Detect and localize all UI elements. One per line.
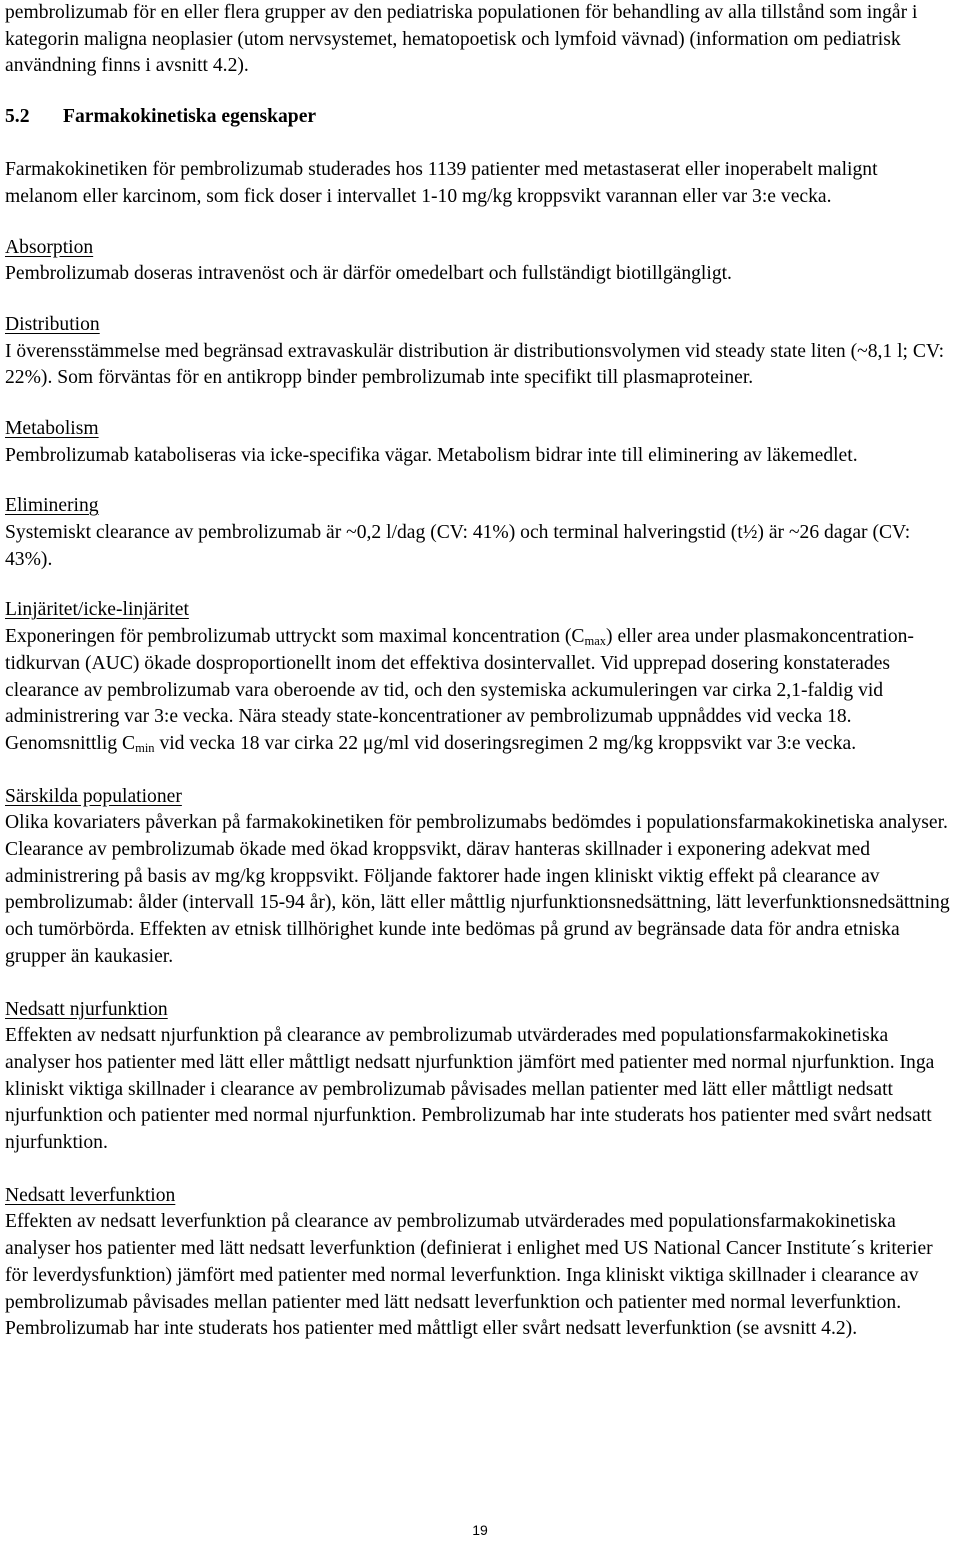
hepatic-heading: Nedsatt leverfunktion	[5, 1184, 176, 1206]
absorption-block	[5, 235, 955, 288]
elimination-text: Systemiskt clearance av pembrolizumab är ~0,2 l/dag (CV: 41%) och terminal halveringstid (t½) är ~26 dagar (CV: 43%).	[5, 522, 911, 570]
linearity-text	[5, 624, 955, 758]
linearity-heading: Linjäritet/icke-linjäritet	[5, 599, 189, 621]
metabolism-text: Pembrolizumab kataboliseras via icke-specifika vägar. Metabolism bidrar inte till eliminering av läkemedlet.	[5, 444, 858, 466]
page-number: 19	[472, 1522, 488, 1538]
document-page	[5, 0, 955, 1343]
linearity-text-part-1: Exponeringen för pembrolizumab uttryckt som maximal koncentration (C	[5, 626, 585, 648]
absorption-text: Pembrolizumab doseras intravenöst och är därför omedelbart och fullständigt biotillgängligt.	[5, 263, 732, 285]
linearity-block	[5, 597, 955, 757]
section-summary: Farmakokinetiken för pembrolizumab studerades hos 1139 patienter med metastaserat eller inoperabelt malignt melanom eller karcinom, som fick doser i intervallet 1-10 mg/kg kroppsvikt varannan eller var 3:e vecka.	[5, 159, 878, 207]
hepatic-block	[5, 1183, 955, 1343]
special-populations-text: Olika kovariaters påverkan på farmakokinetiken för pembrolizumabs bedömdes i populationsfarmakokinetiska analyser. Clearance av pembrolizumab ökade med ökad kroppsvikt, därav hanteras skillnader i exponering adekvat med administrering på basis av mg/kg kroppsvikt. Följande faktorer hade ingen kliniskt viktig effekt på clearance av pembrolizumab: ålder (intervall 15-94 år), kön, lätt eller måttlig njurfunktionsnedsättning, lätt leverfunktionsnedsättning och tumörbörda. Effekten av etnisk tillhörighet kunde inte bedömas på grund av begränsade data för andra etniska grupper än kaukasier.	[5, 812, 950, 967]
renal-text: Effekten av nedsatt njurfunktion på clearance av pembrolizumab utvärderades med populationsfarmakokinetiska analyser hos patienter med lätt eller måttligt nedsatt njurfunktion jämfört med patienter med normal njurfunktion. Inga kliniskt viktiga skillnader i clearance av pembrolizumab påvisades mellan patienter med lätt eller måttligt nedsatt njurfunktion och patienter med normal njurfunktion. Pembrolizumab har inte studerats hos patienter med svårt nedsatt njurfunktion.	[5, 1025, 935, 1154]
intro-paragraph: pembrolizumab för en eller flera grupper av den pediatriska populationen för behandling av alla tillstånd som ingår i kategorin maligna neoplasier (utom nervsystemet, hematopoetisk och lymfoid vävnad) (information om pediatrisk användning finns i avsnitt 4.2).	[5, 2, 918, 77]
subscript-min: min	[135, 740, 155, 755]
section-heading	[5, 104, 955, 131]
absorption-heading: Absorption	[5, 236, 94, 258]
elimination-heading: Eliminering	[5, 495, 99, 517]
subscript-max: max	[584, 634, 607, 649]
section-title: Farmakokinetiska egenskaper	[63, 106, 317, 128]
special-populations-block	[5, 784, 955, 971]
metabolism-heading: Metabolism	[5, 418, 99, 439]
distribution-block	[5, 312, 955, 392]
distribution-heading: Distribution	[5, 313, 100, 335]
section-summary-block	[5, 157, 955, 210]
linearity-text-part-2: ) eller area under plasmakoncentration-tidkurvan (AUC) ökade dosproportionellt inom det effektiva dosintervallet. Vid upprepad dosering konstaterades clearance av pembrolizumab vara oberoende av tid, och den systemiska ackumuleringen var cirka 2,1-faldig vid administrering var 3:e vecka. Nära steady state-koncentrationer av pembrolizumab uppnåddes vid vecka 18. Genomsnittlig C	[5, 626, 914, 754]
linearity-text-part-3: vid vecka 18 var cirka 22 μg/ml vid doseringsregimen 2 mg/kg kroppsvikt var 3:e vecka.	[154, 732, 857, 754]
hepatic-text: Effekten av nedsatt leverfunktion på clearance av pembrolizumab utvärderades med populationsfarmakokinetiska analyser hos patienter med lätt nedsatt leverfunktion (definierat i enlighet med US National Cancer Institute´s kriterier för leverdysfunktion) jämfört med patienter med normal leverfunktion. Inga kliniskt viktiga skillnader i clearance av pembrolizumab påvisades mellan patienter med lätt nedsatt leverfunktion och patienter med normal leverfunktion. Pembrolizumab har inte studerats hos patienter med måttligt eller svårt nedsatt leverfunktion (se avsnitt 4.2).	[5, 1211, 933, 1340]
metabolism-block	[5, 416, 955, 469]
special-populations-heading: Särskilda populationer	[5, 785, 182, 807]
renal-block	[5, 997, 955, 1157]
renal-heading: Nedsatt njurfunktion	[5, 998, 168, 1020]
section-number: 5.2	[5, 106, 30, 128]
elimination-block	[5, 493, 955, 573]
distribution-text: I överensstämmelse med begränsad extravaskulär distribution är distributionsvolymen vid steady state liten (~8,1 l; CV: 22%). Som förväntas för en antikropp binder pembrolizumab inte specifikt till plasmaproteiner.	[5, 340, 945, 389]
